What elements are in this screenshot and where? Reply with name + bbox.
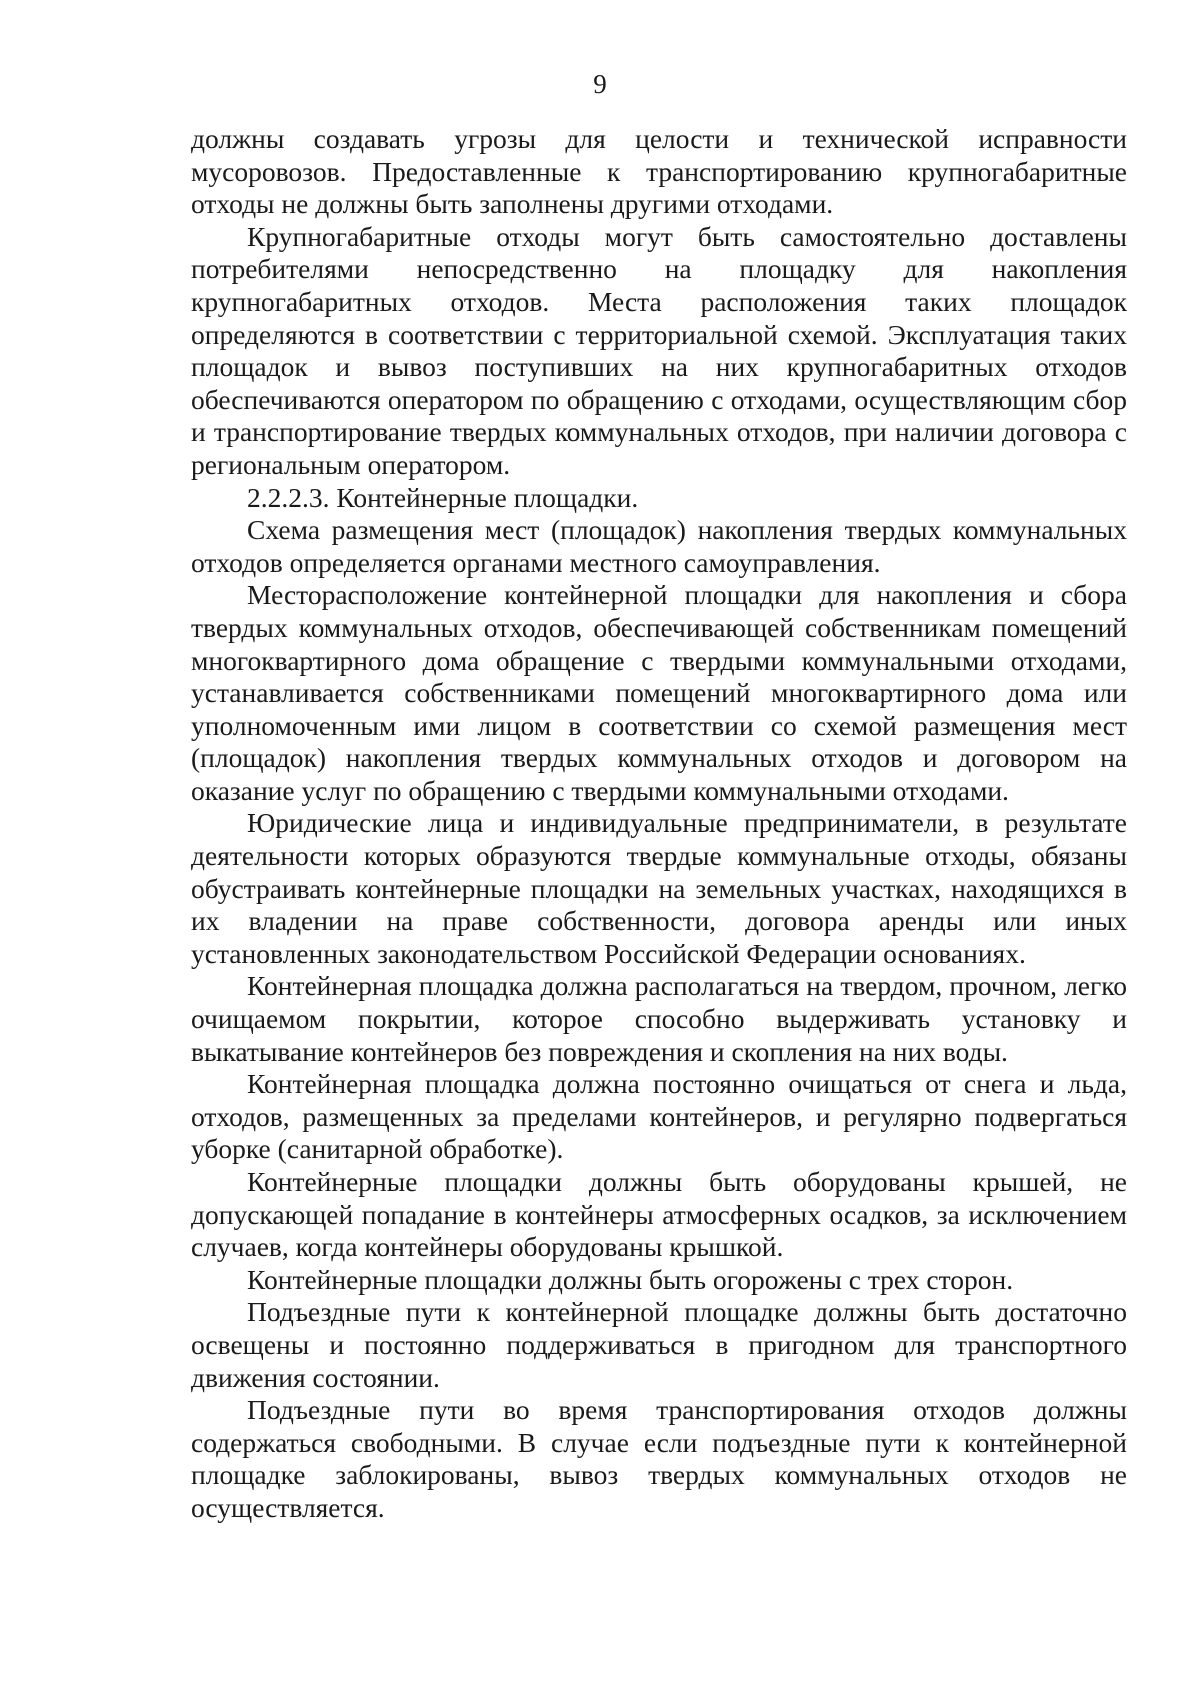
paragraph: Контейнерная площадка должна располагаться на твердом, прочном, легко очищаемом покрытии, которое способно выдерживать установку и выкатывание контейнеров без повреждения и скопления на них воды. xyxy=(191,970,1127,1067)
paragraph: Месторасположение контейнерной площадки для накопления и сбора твердых коммунальных отходов, обеспечивающей собственникам помещений многоквартирного дома обращение с твердыми коммунальными отходами, устанавливается собственниками помещений многоквартирного дома или уполномоченным ими лицом в соответствии со схемой размещения мест (площадок) накопления твердых коммунальных отходов и договором на оказание услуг по обращению с твердыми коммунальными отходами. xyxy=(191,579,1127,806)
section-heading: 2.2.2.3. Контейнерные площадки. xyxy=(247,481,639,513)
paragraph: Контейнерная площадка должна постоянно очищаться от снега и льда, отходов, размещенных за пределами контейнеров, и регулярно подвергаться уборке (санитарной обработке). xyxy=(191,1068,1127,1165)
paragraph: Крупногабаритные отходы могут быть самостоятельно доставлены потребителями непосредственно на площадку для накопления крупногабаритных отходов. Места расположения таких площадок определяются в соответствии с территориальной схемой. Эксплуатация таких площадок и вывоз поступивших на них крупногабаритных отходов обеспечиваются оператором по обращению с отходами, осуществляющим сбор и транспортирование твердых коммунальных отходов, при наличии договора с региональным оператором. xyxy=(191,220,1127,480)
paragraph: Подъездные пути во время транспортирования отходов должны содержаться свободными. В случае если подъездные пути к контейнерной площадке заблокированы, вывоз твердых коммунальных отходов не осуществляется. xyxy=(191,1394,1127,1523)
paragraph: Контейнерные площадки должны быть огорожены с трех сторон. xyxy=(247,1263,1014,1295)
paragraph: Подъездные пути к контейнерной площадке должны быть достаточно освещены и постоянно поддерживаться в пригодном для транспортного движения состоянии. xyxy=(191,1296,1127,1393)
paragraph: Схема размещения мест (площадок) накопления твердых коммунальных отходов определяется органами местного самоуправления. xyxy=(191,514,1127,578)
paragraph: Юридические лица и индивидуальные предприниматели, в результате деятельности которых образуются твердые коммунальные отходы, обязаны обустраивать контейнерные площадки на земельных участках, находящихся в их владении на праве собственности, договора аренды или иных установленных законодательством Российской Федерации основаниях. xyxy=(191,807,1127,969)
paragraph: Контейнерные площадки должны быть оборудованы крышей, не допускающей попадание в контейнеры атмосферных осадков, за исключением случаев, когда контейнеры оборудованы крышкой. xyxy=(191,1166,1127,1263)
paragraph: должны создавать угрозы для целости и технической исправности мусоровозов. Предоставленные к транспортированию крупногабаритные отходы не должны быть заполнены другими отходами. xyxy=(191,123,1127,220)
document-body xyxy=(191,123,1127,1525)
page-number: 9 xyxy=(593,69,607,99)
